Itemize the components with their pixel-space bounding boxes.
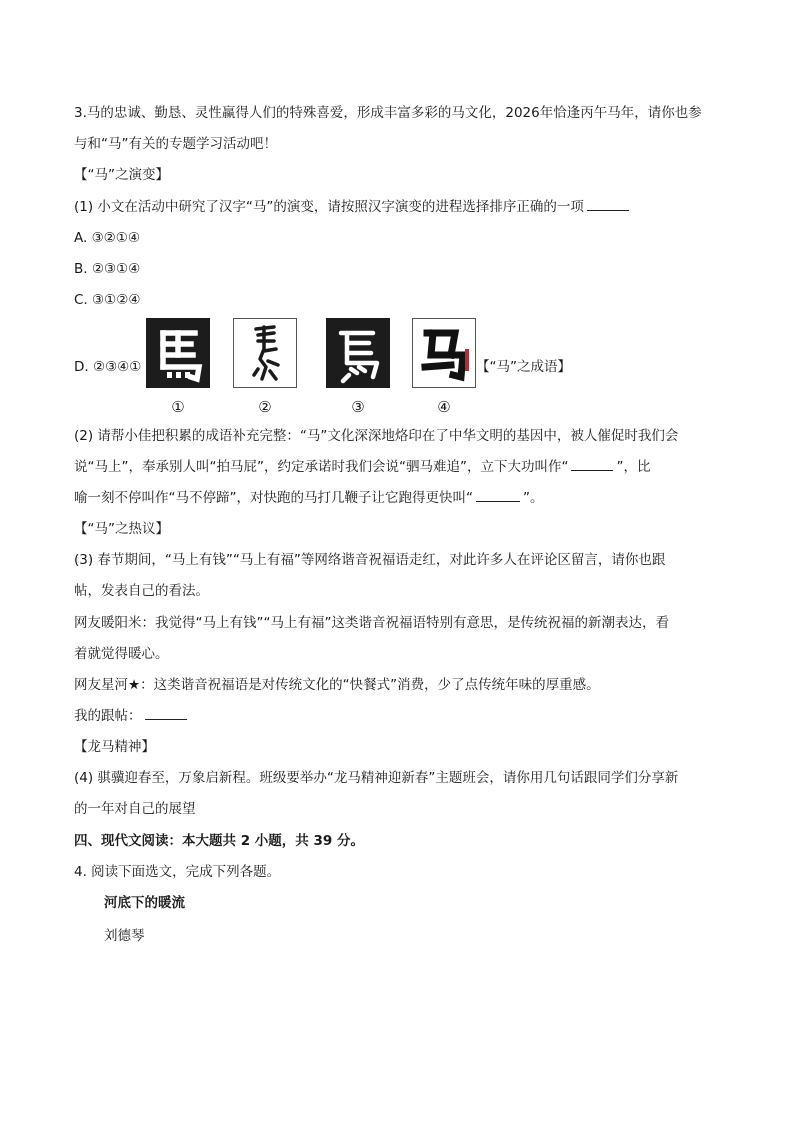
char-image-1 [146,318,210,388]
article-title: 河底下的暖流 [104,895,185,911]
section-discussion-heading: 【“马”之热议】 [74,521,169,537]
horse-oracle-script-icon [234,319,298,389]
option-c: C. ③①②④ [74,292,141,308]
char-number-1: ① [171,398,185,416]
char-number-3: ③ [351,398,365,416]
sub-question-4-line1: (4) 骐骥迎春至，万象启新程。班级要举办“龙马精神迎新春”主题班会，请你用几句话跟同学们分享新 [74,770,679,786]
q3-intro-line2: 与和“马”有关的专题学习活动吧！ [74,136,277,152]
question-4: 4. 阅读下面选文，完成下列各题。 [74,864,281,880]
sub-question-2-line2: 说“马上”，奉承别人叫“拍马屁”，约定承诺时我们会说“驷马难追”，立下大功叫作“ ”，比 [74,459,651,475]
sub-question-4-line2: 的一年对自己的展望 [74,801,196,817]
sub-question-2-line3: 喻一刻不停叫作“马不停蹄”，对快跑的马打几鞭子让它跑得更快叫“ ”。 [74,490,544,506]
article-author: 刘德琴 [104,928,145,944]
q3-intro-line1: 3.马的忠诚、勤恳、灵性赢得人们的特殊喜爱，形成丰富多彩的马文化，2026年恰逢丙午马年，请你也参 [74,105,702,121]
sub-question-1: (1) 小文在活动中研究了汉字“马”的演变，请按照汉字演变的进程选择排序正确的一项 [74,198,632,216]
char-image-3 [326,318,390,388]
option-a: A. ③②①④ [74,230,140,246]
comment-1-line1: 网友暖阳米：我觉得“马上有钱”“马上有福”这类谐音祝福语特别有意思，是传统祝福的新潮表达，看 [74,615,669,631]
char-number-2: ② [258,398,272,416]
horse-simplified-icon [413,319,477,389]
comment-2: 网友星河★：这类谐音祝福语是对传统文化的“快餐式”消费，少了点传统年味的厚重感。 [74,677,600,693]
section-idiom-heading: 【“马”之成语】 [476,359,571,375]
section-spirit-heading: 【龙马精神】 [74,739,155,755]
part-4-heading: 四、现代文阅读：本大题共 2 小题，共 39 分。 [74,833,364,849]
comment-1-line2: 着就觉得暖心。 [74,646,169,662]
answer-blank-1 [587,198,629,211]
sub-question-3-line2: 帖，发表自己的看法。 [74,583,209,599]
answer-blank-4 [145,707,187,720]
section-evolution-heading: 【“马”之演变】 [74,167,169,183]
horse-regular-script-icon [147,319,211,389]
horse-seal-script-icon [327,319,391,389]
answer-blank-2 [571,458,613,471]
option-b: B. ②③①④ [74,261,141,277]
my-reply: 我的跟帖： [74,707,190,725]
option-d: D. ②③④① [74,359,142,375]
sub-question-3-line1: (3) 春节期间，“马上有钱”“马上有福”等网络谐音祝福语走红，对此许多人在评论区留言，请你也跟 [74,552,666,568]
sub-question-2-line1: (2) 请帮小佳把积累的成语补充完整：“马”文化深深地烙印在了中华文明的基因中，被人催促时我们会 [74,428,679,444]
char-number-4: ④ [437,398,451,416]
answer-blank-3 [476,489,520,502]
char-image-4 [412,318,476,388]
char-image-2 [233,318,297,388]
